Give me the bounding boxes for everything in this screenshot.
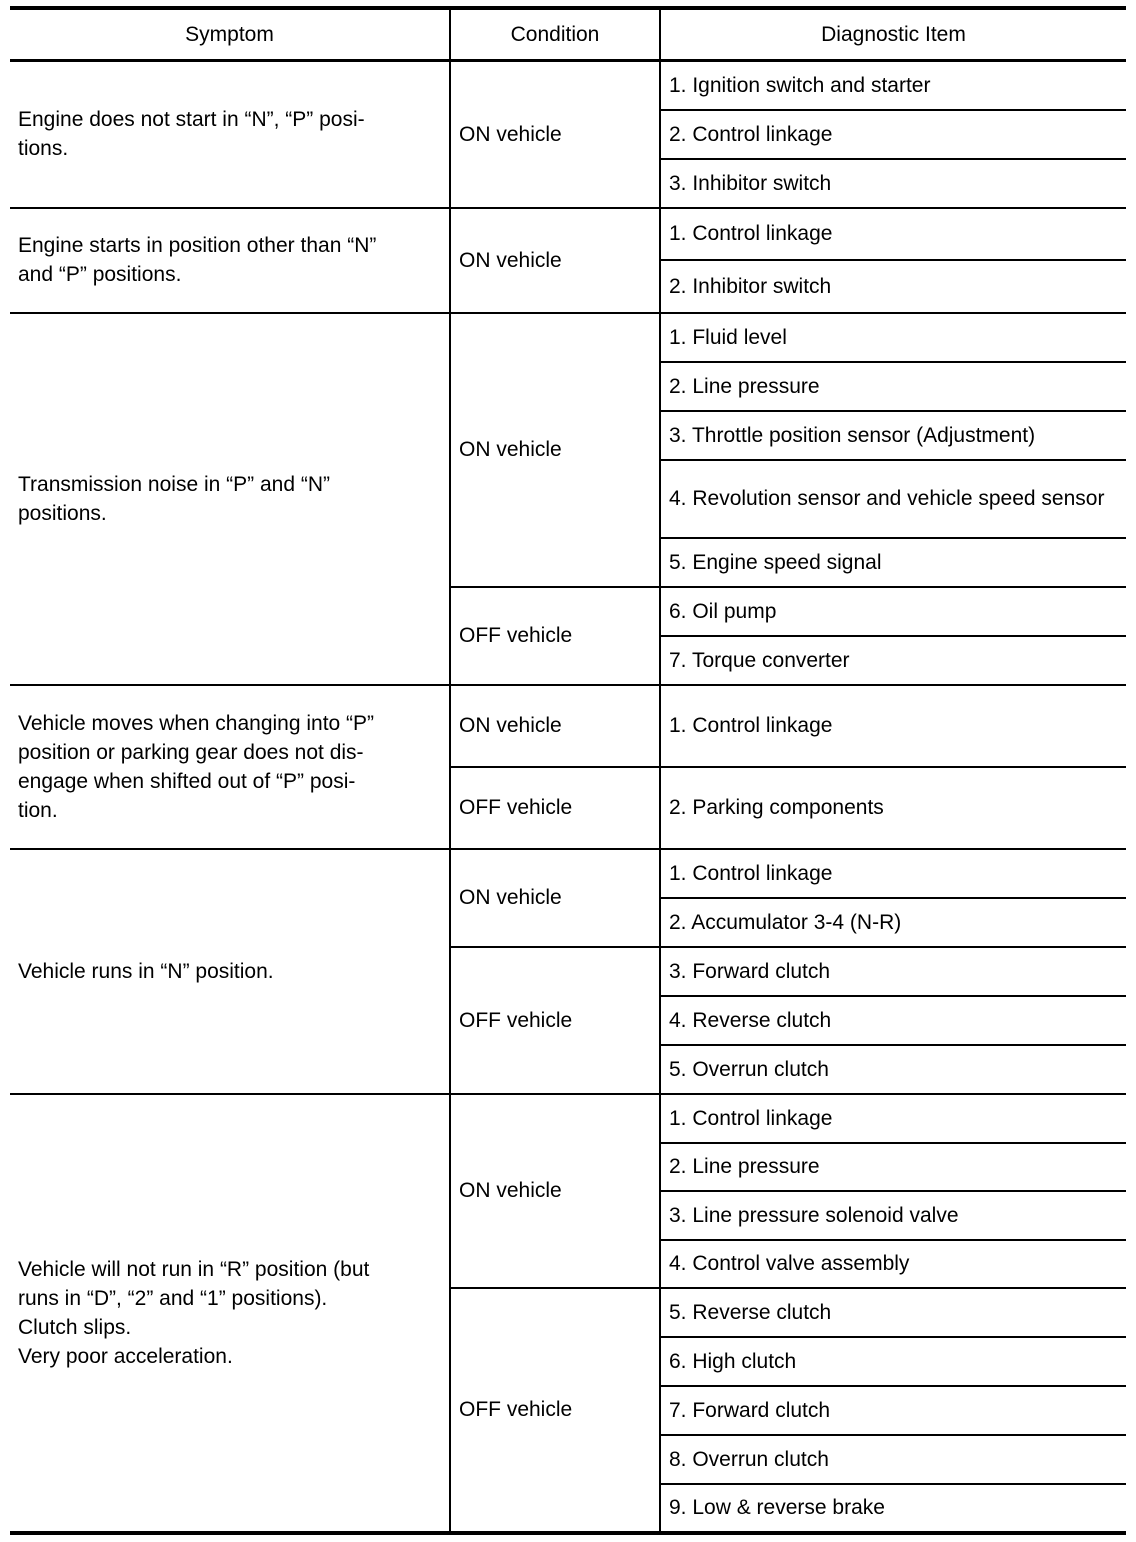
diagnostic-item-cell: 3. Line pressure solenoid valve [660,1191,1126,1240]
table-header [10,8,1126,61]
symptom-cell [10,61,450,208]
diagnostic-item-cell: 4. Revolution sensor and vehicle speed sensor [660,460,1126,538]
condition-cell: OFF vehicle [450,1288,660,1533]
diagnostic-item-cell: 3. Throttle position sensor (Adjustment) [660,411,1126,460]
symptom-line: tions. [18,137,69,161]
diagnostic-item-cell: 2. Inhibitor switch [660,260,1126,313]
diagnostic-item-cell: 8. Overrun clutch [660,1435,1126,1484]
condition-cell: OFF vehicle [450,947,660,1094]
condition-cell: ON vehicle [450,313,660,587]
symptom-line: and “P” positions. [18,263,182,286]
diagnostic-item-cell: 5. Engine speed signal [660,538,1126,587]
diagnostic-item-cell: 2. Parking components [660,767,1126,849]
table-row [10,313,1126,362]
symptom-line: Vehicle will not run in “R” position (but [18,1257,370,1281]
diagnostic-item-cell: 6. Oil pump [660,587,1126,636]
symptom-line: tion. [18,798,58,822]
symptom-line: Clutch slips. [18,1315,132,1339]
symptom-line: position or parking gear does not dis- [18,740,364,764]
symptom-cell [10,849,450,1094]
diagnostic-item-cell: 2. Line pressure [660,1143,1126,1191]
diagnostic-item-cell: 1. Control linkage [660,849,1126,898]
table-row [10,685,1126,767]
symptom-cell [10,208,450,313]
diagnostic-item-cell: 4. Reverse clutch [660,996,1126,1045]
condition-cell: OFF vehicle [450,587,660,685]
condition-cell: ON vehicle [450,685,660,767]
diagnostic-item-cell: 5. Overrun clutch [660,1045,1126,1094]
table-row [10,61,1126,110]
symptom-line: positions. [18,501,107,525]
table-row [10,208,1126,260]
table-row [10,849,1126,898]
header-condition: Condition [450,8,660,61]
diagnostic-item-cell: 3. Forward clutch [660,947,1126,996]
diagnostic-item-cell: 1. Control linkage [660,1094,1126,1143]
condition-cell: OFF vehicle [450,767,660,849]
condition-cell: ON vehicle [450,1094,660,1288]
diagnostic-item-cell: 4. Control valve assembly [660,1240,1126,1288]
diagnostic-item-cell: 7. Forward clutch [660,1386,1126,1435]
diagnostic-item-cell: 1. Control linkage [660,208,1126,260]
symptom-line: Engine does not start in “N”, “P” posi- [18,108,365,132]
diagnostic-item-cell: 1. Ignition switch and starter [660,61,1126,110]
diagnostic-item-cell: 5. Reverse clutch [660,1288,1126,1337]
symptom-line: Vehicle runs in “N” position. [18,959,274,983]
symptom-cell [10,685,450,849]
diagnostic-item-cell: 7. Torque converter [660,636,1126,685]
condition-cell: ON vehicle [450,849,660,947]
diagnostic-item-cell: 9. Low & reverse brake [660,1484,1126,1533]
diagnostic-table [10,6,1126,1535]
condition-cell: ON vehicle [450,61,660,208]
header-row [10,8,1126,61]
symptom-line: runs in “D”, “2” and “1” positions). [18,1286,328,1310]
diagnostic-item-cell: 1. Fluid level [660,313,1126,362]
symptom-line: Engine starts in position other than “N” [18,234,377,257]
header-diagnostic-item: Diagnostic Item [660,8,1126,61]
symptom-line: engage when shifted out of “P” posi- [18,769,356,793]
diagnostic-item-cell: 2. Line pressure [660,362,1126,411]
diagnostic-item-cell: 6. High clutch [660,1337,1126,1386]
table-body [10,61,1126,1533]
diagnostic-item-cell: 1. Control linkage [660,685,1126,767]
symptom-line: Very poor acceleration. [18,1344,233,1368]
condition-cell: ON vehicle [450,208,660,313]
table-row [10,1094,1126,1143]
symptom-line: Transmission noise in “P” and “N” [18,472,330,496]
header-symptom: Symptom [10,8,450,61]
symptom-cell [10,1094,450,1533]
diagnostic-item-cell: 2. Accumulator 3-4 (N-R) [660,898,1126,947]
diagnostic-item-cell: 2. Control linkage [660,110,1126,159]
symptom-line: Vehicle moves when changing into “P” [18,711,375,735]
symptom-cell [10,313,450,685]
diagnostic-item-cell: 3. Inhibitor switch [660,159,1126,208]
